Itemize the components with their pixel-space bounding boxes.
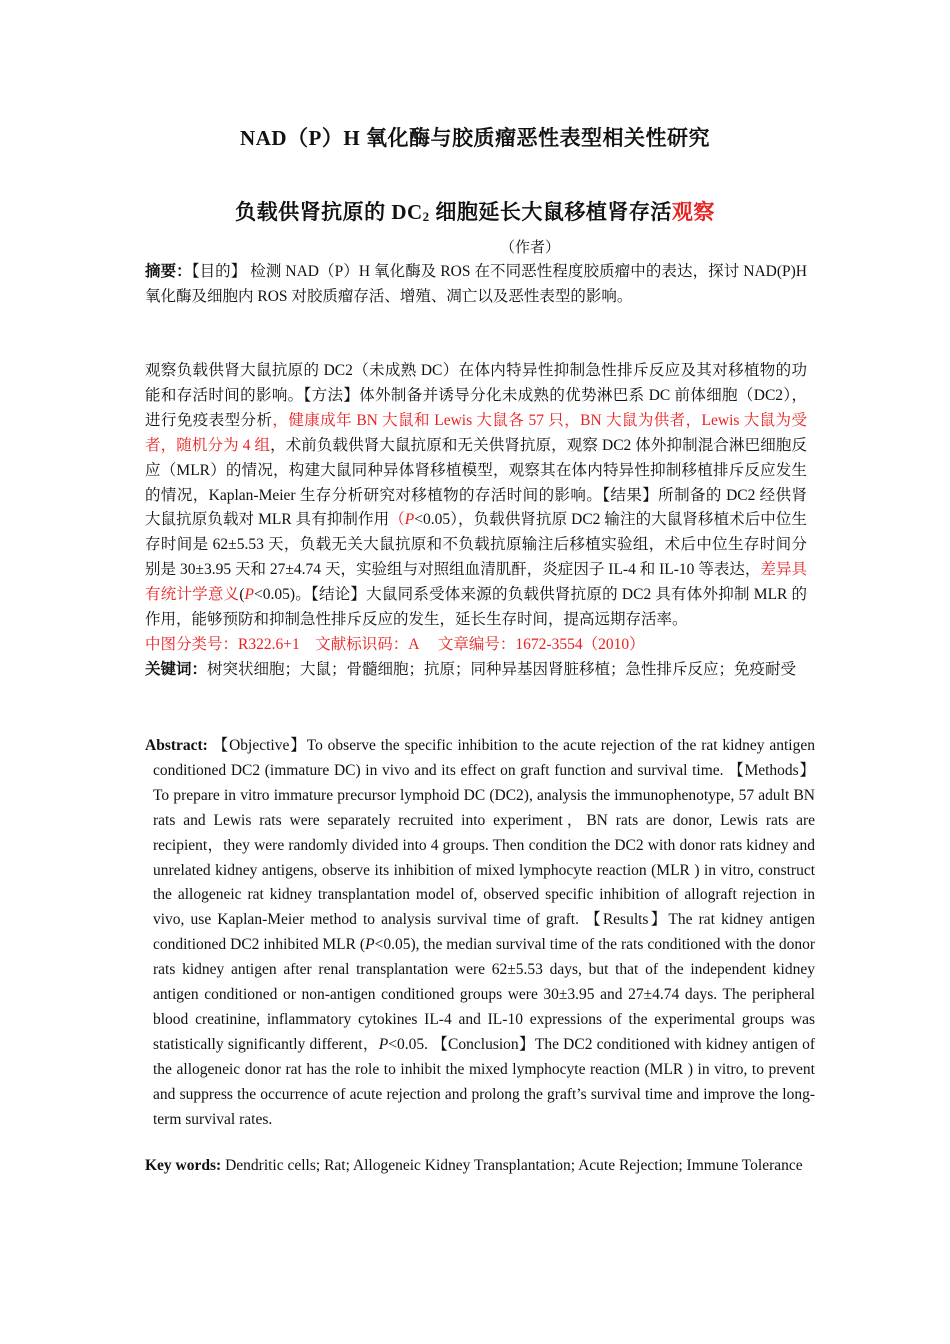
author-line: （作者） (500, 240, 561, 256)
abstract-en-t2: <0.05), the median survival time of the rats conditioned with the donor rats kidney antigen after renal transplantation were 62±5.53 days, but that of the independent kidney antigen conditioned or non-antigen conditioned groups were 30±3.95 and 27±4.74 days. The peripheral blood creatinine, inflammatory cytokines IL-4 and IL-10 expressions of the experimental groups was statistically significantly different， (153, 936, 815, 1053)
classification-line: 中图分类号：R322.6+1 文献标识码：A 文章编号：1672-3554（2010） (145, 635, 645, 653)
keywords-cn (145, 658, 807, 683)
keywords-en (145, 1154, 807, 1179)
subtitle-subscript: 2 (422, 209, 430, 224)
subtitle-red: 观察 (671, 200, 715, 224)
abstract-en (145, 734, 815, 1133)
keywords-en-text: Dendritic cells; Rat; Allogeneic Kidney Transplantation; Acute Rejection; Immune Tolerance (221, 1157, 803, 1174)
paper-subtitle (0, 196, 950, 226)
body-cn-p1-red: ，健康成年 BN 大鼠和 Lewis 大鼠各 57 只，BN 大鼠为供者，Lewis 大鼠为受者，随机分为 4 组 (145, 411, 807, 454)
abstract-en-t1: 【Objective】To observe the specific inhibition to the acute rejection of the rat kidney antigen conditioned DC2 (immature DC) in vivo and its effect on graft function and survival time. 【Methods】To prepare in vitro immature precursor lymphoid DC (DC2), analysis the immunophenotype, 57 adult BN rats and Lewis rats were separately recruited into experiment，BN rats are donor, Lewis rats are recipient，they were randomly divided into 4 groups. Then condition the DC2 with donor rats kidney and unrelated kidney antigens, observe its inhibition of mixed lymphocyte reaction (MLR ) in vitro, construct the allogeneic rat kidney transplantation model of, observed specific inhibition of allograft rejection in vivo, use Kaplan-Meier method to analysis survival time of graft. 【Results】The rat kidney antigen conditioned DC2 inhibited MLR ( (153, 737, 815, 954)
keywords-cn-text: 树突状细胞；大鼠；骨髓细胞；抗原；同种异基因肾脏移植；急性排斥反应；免疫耐受 (207, 660, 797, 678)
abstract-en-label: Abstract: (145, 737, 208, 754)
subtitle-mid: 细胞延长大鼠移植肾存活 (429, 200, 672, 224)
keywords-en-label: Key words: (145, 1157, 222, 1174)
subtitle-prefix: 负载供肾抗原的 DC (235, 200, 423, 224)
abstract-cn-text: 【目的】 检测 NAD（P）H 氧化酶及 ROS 在不同恶性程度胶质瘤中的表达，探讨 NAD(P)H 氧化酶及细胞内 ROS 对胶质瘤存活、增殖、凋亡以及恶性表型的影响。 (145, 263, 807, 305)
paper-title: NAD（P）H 氧化酶与胶质瘤恶性表型相关性研究 (240, 126, 710, 150)
body-cn (145, 359, 807, 683)
body-cn-p1: 观察负载供肾大鼠抗原的 DC2（未成熟 DC）在体内特异性抑制急性排斥反应及其对移植物的功能和存活时间的影响。【方法】体外制备并诱导分化未成熟的优势淋巴系 DC 前体细胞（DC2），进行免疫表型分析 (145, 362, 807, 429)
keywords-cn-label: 关键词： (145, 660, 208, 678)
abstract-cn-label: 摘要： (145, 263, 192, 280)
body-cn-paragraph (145, 359, 807, 633)
body-cn-p2: ，术前负载供肾大鼠抗原和无关供肾抗原，观察 DC2 体外抑制混合淋巴细胞反应（MLR）的情况，构建大鼠同种异体肾移植模型，观察其在体内特异性抑制移植排斥反应发生的情况，Kaplan-Meier 生存分析研究对移植物的存活时间的影响。【结果】所制备的 DC2 经供肾大鼠抗原负载对 MLR 具有抑制作用 (145, 436, 807, 529)
abstract-en-v1: P (365, 936, 375, 954)
body-cn-p3-red: 差异具有统计学意义 (145, 561, 807, 604)
abstract-en-v2: P (378, 1035, 389, 1053)
abstract-cn (145, 260, 807, 310)
body-cn-p-open: （ (389, 511, 405, 529)
abstract-en-t3: <0.05. 【Conclusion】The DC2 conditioned with kidney antigen of the allogeneic donor rat has the role to inhibit the mixed lymphocyte reaction (MLR ) in vitro, to prevent and suppress the occurrence of acute rejection and prolong the graft’s survival time and improve the long-term survival rates. (153, 1035, 815, 1128)
body-cn-p4-open: ( (239, 586, 245, 604)
body-cn-p4: <0.05)。【结论】大鼠同系受体来源的负载供肾抗原的 DC2 具有体外抑制 MLR 的作用，能够预防和抑制急性排斥反应的发生，延长生存时间，提高远期存活率。 (145, 586, 807, 629)
body-cn-p-val: <0.05） (414, 511, 459, 529)
body-cn-p-var: P (404, 511, 415, 529)
body-cn-p3: ，负载供肾抗原 DC2 输注的大鼠肾移植术后中位生存时间是 62±5.53 天，负载无关大鼠抗原和不负载抗原输注后移植实验组，术后中位生存时间分别是 30±3.95 天和 27±4.74 天，实验组与对照组血清肌酐，炎症因子 IL-4 和 IL-10 等表达， (145, 511, 807, 579)
body-cn-p4-var: P (244, 586, 255, 604)
